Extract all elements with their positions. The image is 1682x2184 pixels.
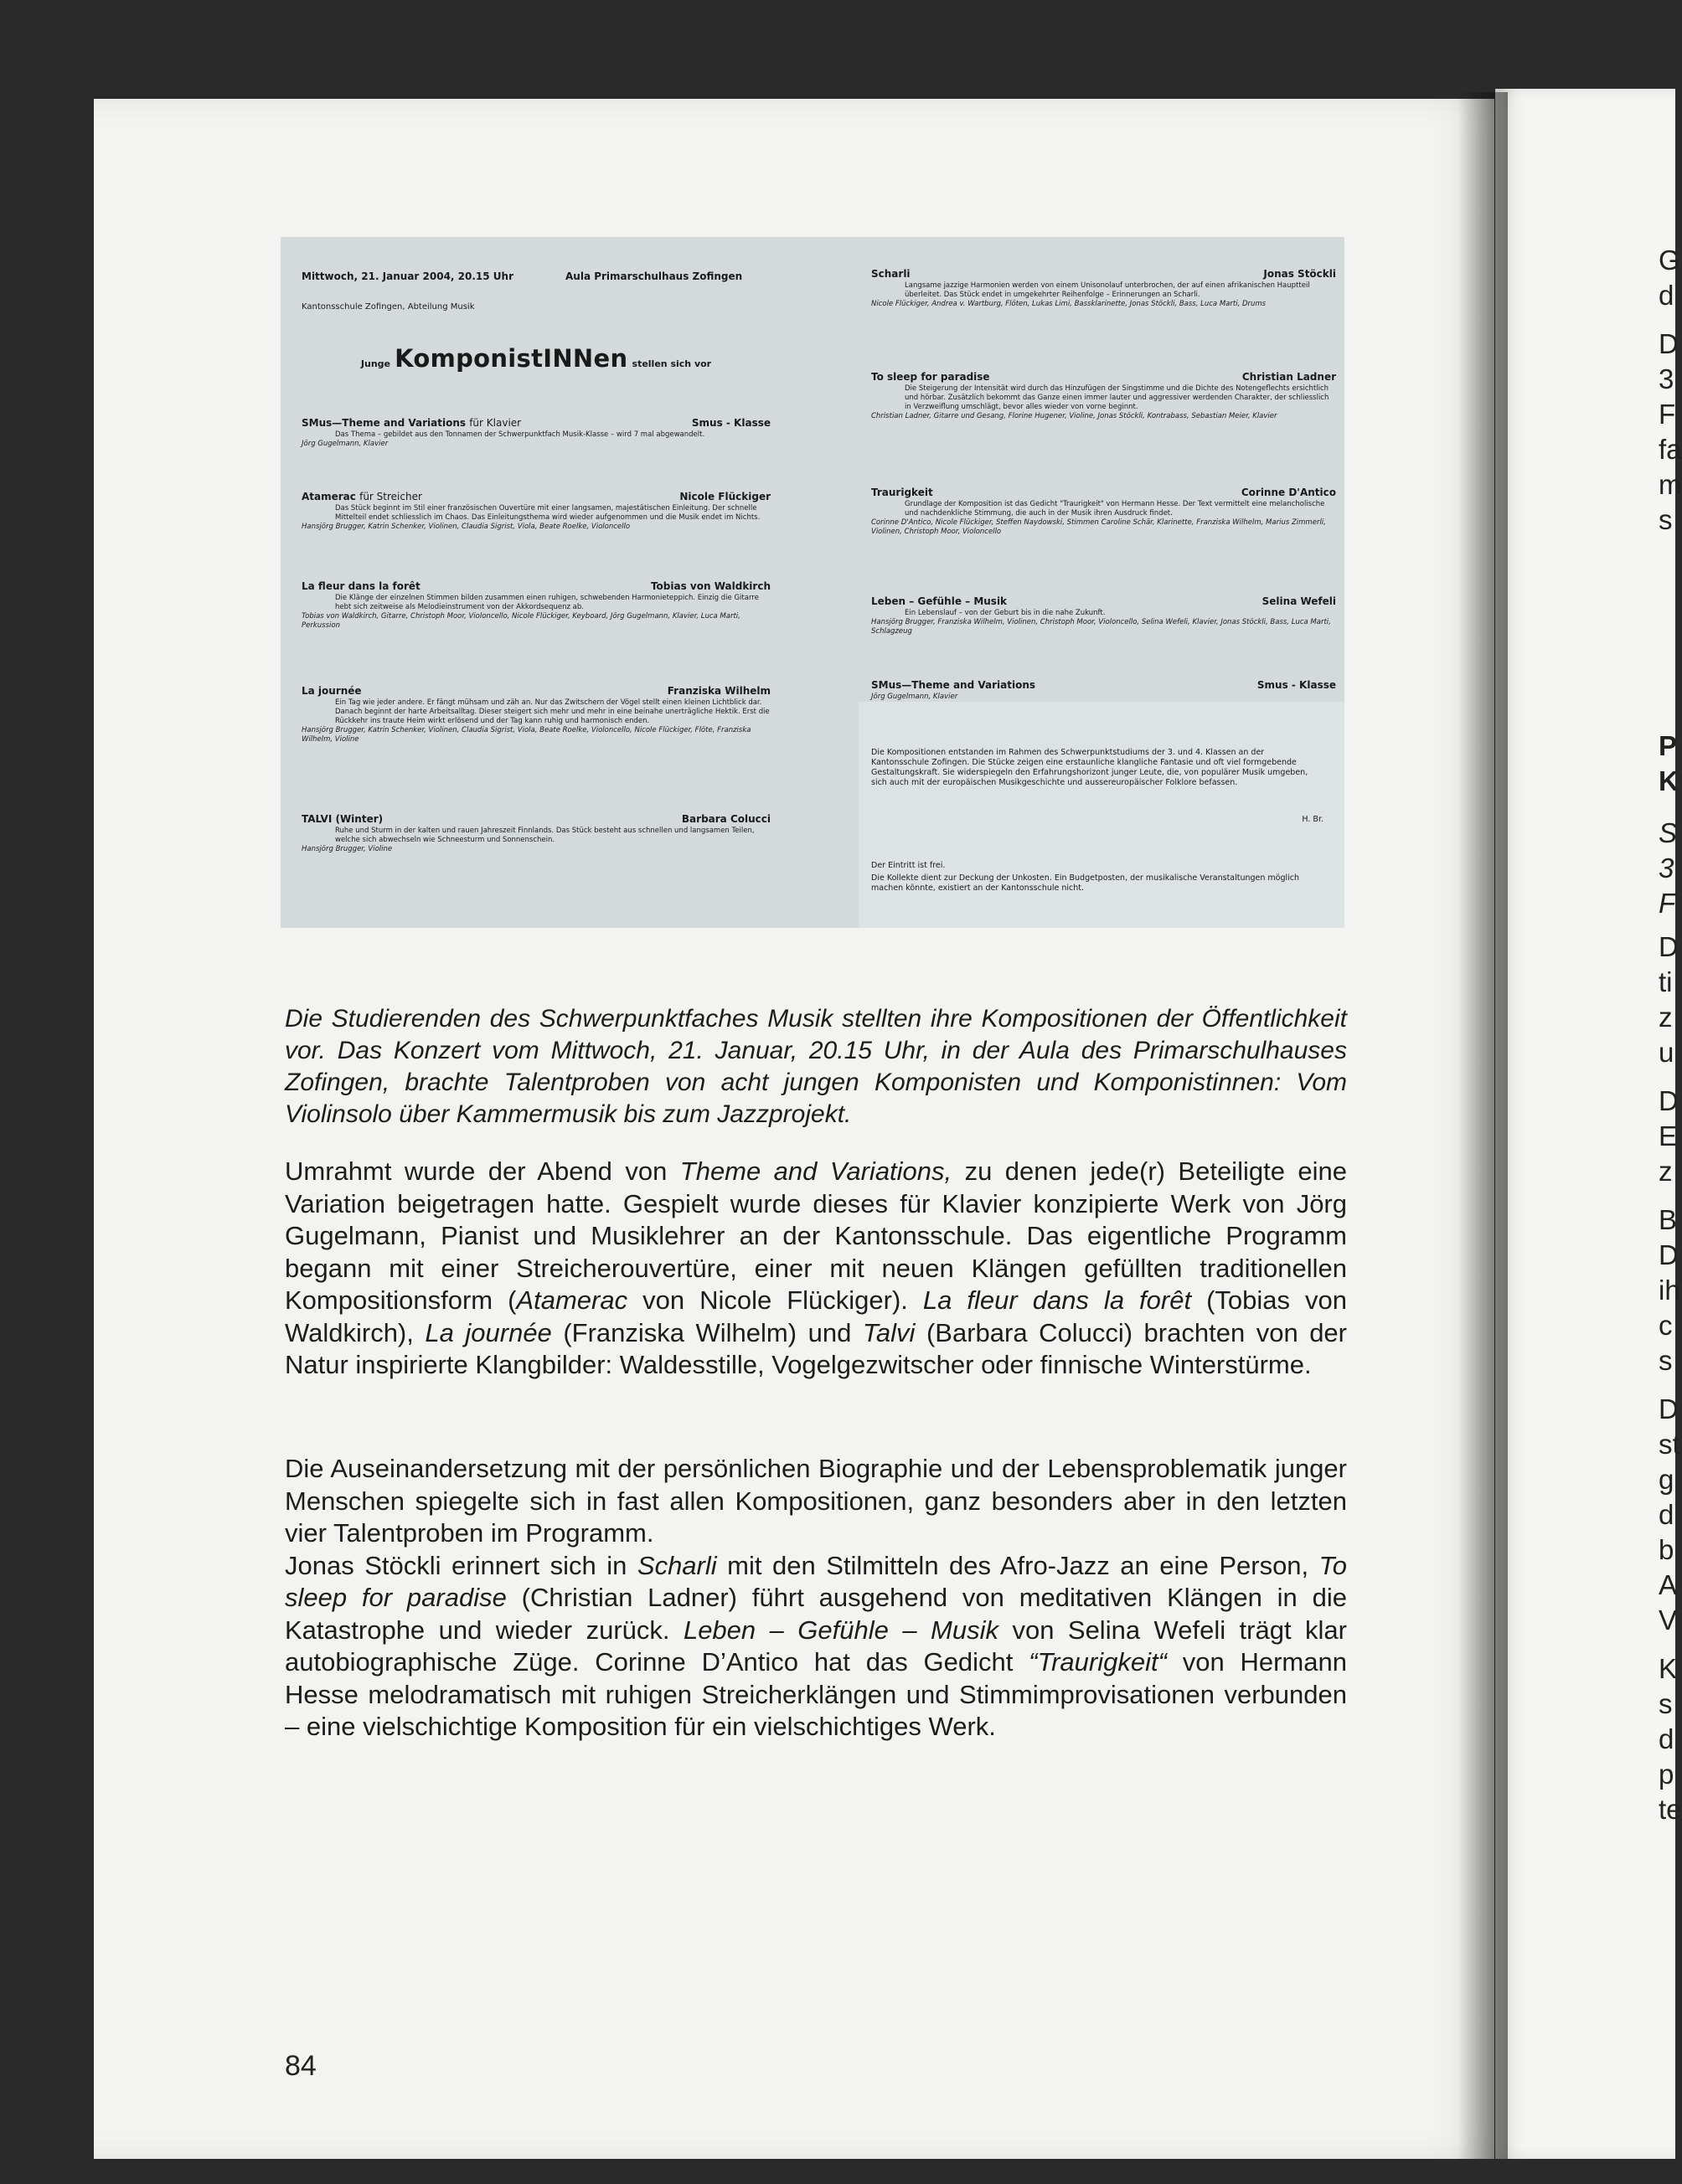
right-page-fragment: ih — [1659, 1275, 1680, 1306]
program-entry-title-text: Scharli — [871, 268, 911, 280]
right-page-fragment: s — [1659, 1345, 1673, 1376]
program-entry-title — [871, 487, 933, 498]
right-page-fragment: V — [1659, 1605, 1678, 1635]
right-page-fragment: ti — [1659, 966, 1673, 997]
program-entry-subtitle: für Klavier — [469, 417, 522, 429]
program-entry-title-text: Leben – Gefühle – Musik — [871, 595, 1008, 607]
program-entry-head — [302, 491, 771, 504]
program-entry-composer: Franziska Wilhelm — [667, 685, 771, 697]
right-page-fragment: u — [1659, 1037, 1674, 1068]
text-run: (Tobias von Waldkirch), — [285, 1285, 1348, 1347]
right-page-fragment: fa — [1659, 434, 1682, 465]
right-page-fragment: G — [1659, 245, 1680, 276]
right-page-fragment: c — [1659, 1310, 1673, 1341]
program-entry — [871, 487, 1336, 537]
work-title: To sleep for paradise — [285, 1550, 1347, 1612]
text-run: von Nicole Flückiger). — [627, 1285, 923, 1315]
program-entry — [871, 268, 1336, 309]
program-entry-description: Ein Tag wie jeder andere. Er fängt mühsam und zäh an. Nur das Zwitschern der Vögel stellt einen kleinen Lichtblick dar. Danach beginnt der harte Arbeitsalltag. Dieser steigert sich mehr und mehr in eine beinahe unerträgliche Hektik. Erst die Rückkehr ins traute Heim wirkt erlösend und der Tag kann ruhig und harmonisch enden. — [335, 698, 770, 725]
program-entry-performers: Hansjörg Brugger, Katrin Schenker, Violinen, Claudia Sigrist, Viola, Beate Roelke, Violoncello — [302, 523, 631, 531]
text-run: (Christian Ladner) führt ausgehend von meditativen Klängen in die Katastrophe und wieder zurück. — [285, 1583, 1347, 1645]
right-page-fragment: D — [1659, 328, 1679, 359]
right-page-fragment: d — [1659, 1499, 1674, 1530]
right-page-fragment: P — [1659, 730, 1678, 761]
program-entry-performers: Christian Ladner, Gitarre und Gesang, Florine Hugener, Violine, Jonas Stöckli, Kontrabass, Sebastian Meier, Klavier — [871, 412, 1277, 420]
program-entry-composer: Barbara Colucci — [681, 813, 771, 825]
program-entry-head — [302, 580, 771, 594]
program-entry-composer: Nicole Flückiger — [679, 491, 771, 502]
right-page-fragment: d — [1659, 280, 1674, 311]
right-page-fragment: S — [1659, 817, 1678, 848]
program-entry-performers: Hansjörg Brugger, Franziska Wilhelm, Violinen, Christoph Moor, Violoncello, Selina Wefeli, Klavier, Jonas Stöckli, Bass, Luca Marti, Schlagzeug — [871, 618, 1331, 636]
text-run: (Franziska Wilhelm) und — [551, 1317, 863, 1347]
right-page-fragment: K — [1659, 765, 1679, 796]
program-entry-description: Grundlage der Komposition ist das Gedicht "Traurigkeit" von Hermann Hesse. Der Text vermittelt eine melancholische und nachdenkliche Stimmung, die auch in der Musik ihren Ausdruck findet. — [905, 500, 1325, 518]
program-entry-title-text: SMus—Theme and Variations — [871, 679, 1036, 691]
program-entry-title — [871, 679, 1035, 691]
program-entry-head — [871, 268, 1336, 281]
right-page-fragment: F — [1659, 888, 1676, 919]
right-page-fragment: B — [1659, 1204, 1678, 1235]
program-entry — [302, 580, 771, 631]
program-entry-performers: Tobias von Waldkirch, Gitarre, Christoph Moor, Violoncello, Nicole Flückiger, Keyboard, Jörg Gugelmann, Klavier, Luca Marti, Perkussion — [302, 612, 740, 630]
program-note-signature: H. Br. — [1302, 815, 1323, 824]
program-entry-head — [871, 595, 1336, 609]
program-entry-title — [302, 813, 383, 825]
text-run: mit den Stilmitteln des Afro-Jazz an eine Person, — [716, 1550, 1319, 1580]
text-run: (Barbara Colucci) brachten von der Natur inspirierte Klangbilder: Waldesstille, Vogelgezwitscher oder finnische Winterstürme. — [285, 1317, 1347, 1379]
program-entry-head — [871, 371, 1336, 384]
program-date: Mittwoch, 21. Januar 2004, 20.15 Uhr — [302, 270, 514, 282]
program-entry-performers: Jörg Gugelmann, Klavier — [302, 440, 389, 448]
program-title-prefix: Junge — [360, 358, 390, 369]
program-entry-head — [302, 417, 771, 430]
program-collection-note: Die Kollekte dient zur Deckung der Unkosten. Ein Budgetposten, der musikalische Veranstaltungen möglich machen könnte, existiert an der Kantonsschule nicht. — [871, 873, 1300, 893]
program-entry-head — [302, 813, 771, 827]
right-page-fragment: F — [1659, 399, 1676, 430]
right-page-fragment: s — [1659, 1688, 1673, 1719]
program-entry-performers: Hansjörg Brugger, Violine — [302, 845, 393, 853]
right-page-fragment: D — [1659, 1393, 1679, 1424]
right-page-fragment: b — [1659, 1534, 1674, 1565]
program-entry-title-text: SMus—Theme and Variations — [302, 417, 467, 429]
program-entry-free: Der Eintritt ist frei. — [871, 861, 946, 870]
right-page-fragment: 3 — [1659, 363, 1674, 394]
right-page-fragment: z — [1659, 1156, 1673, 1187]
text-run: zu denen jede(r) Beteiligte eine Variation beigetragen hatte. Gespielt wurde dieses für Klavier konzipierte Werk von Jörg Gugelmann, Pianist und Musiklehrer an der Kantonsschule. Das eigentliche Programm begann mit einer Streicherouvertüre, einer mit neuen Klängen gefüllten traditionellen Kompositionsform ( — [285, 1156, 1347, 1315]
right-page-fragment: E — [1659, 1120, 1678, 1151]
program-entry-performers: Nicole Flückiger, Andrea v. Wartburg, Flöten, Lukas Limi, Bassklarinette, Jonas Stöckli, Bass, Luca Marti, Drums — [871, 300, 1267, 308]
program-entry — [302, 685, 771, 744]
work-title: Leben – Gefühle – Musik — [683, 1615, 998, 1645]
program-title-main: KomponistINNen — [395, 344, 628, 373]
program-entry-description: Die Steigerung der Intensität wird durch das Hinzufügen der Singstimme und die Dichte des Notengeflechts ersichtlich und hörbar. Zusätzlich bekommt das Ganze einen immer lauter und aggressiver werdenden Charakter, der schliesslich in Verzweiflung umschlägt, bevor alles wieder von vorne beginnt. — [905, 384, 1329, 411]
work-title: Talvi — [862, 1317, 916, 1347]
program-entry-performers: Jörg Gugelmann, Klavier — [871, 693, 958, 701]
program-entry — [302, 417, 771, 449]
program-entry-description: Das Stück beginnt im Stil einer französischen Ouvertüre mit einer langsamen, majestätischen Einleitung. Der schnelle Mittelteil endet schliesslich im Chaos. Das Einleitungsthema wird wieder aufgenommen und die Musik endet im Nichts. — [335, 504, 761, 522]
right-page-fragment: g — [1659, 1464, 1674, 1495]
program-entry-composer: Smus - Klasse — [1256, 679, 1336, 691]
program-entry — [871, 371, 1336, 421]
program-entry — [871, 679, 1336, 702]
right-page-fragment: 3 — [1659, 852, 1674, 883]
program-entry-composer: Tobias von Waldkirch — [650, 580, 771, 592]
right-page-fragment: z — [1659, 1002, 1673, 1033]
page-number: 84 — [285, 2050, 317, 2082]
right-page-fragment: D — [1659, 1085, 1679, 1116]
right-page-fragment: s — [1659, 504, 1673, 535]
program-title-suffix: stellen sich vor — [632, 358, 712, 369]
text-run: Umrahmt wurde der Abend von — [285, 1156, 680, 1186]
program-entry-description: Das Thema – gebildet aus den Tonnamen der Schwerpunktfach Musik-Klasse – wird 7 mal abgewandelt. — [335, 430, 705, 439]
program-entry-title-text: Atamerac — [302, 491, 356, 502]
right-page — [1495, 89, 1678, 2159]
right-page-fragment: d — [1659, 1723, 1674, 1754]
right-page-fragment: K — [1659, 1653, 1678, 1684]
work-title: La journée — [425, 1317, 552, 1347]
right-page-fragment: te — [1659, 1794, 1682, 1825]
work-title: Atamerac — [516, 1285, 628, 1315]
program-entry — [871, 595, 1336, 636]
program-entry-composer: Jonas Stöckli — [1263, 268, 1336, 280]
work-title: Scharli — [637, 1550, 717, 1580]
program-note: Die Kompositionen entstanden im Rahmen des Schwerpunktstudiums der 3. und 4. Klassen an der Kantonsschule Zofingen. Die Stücke zeigen eine erstaunliche klangliche Fantasie und oft viel formgebende Gestaltungskraft. Sie widerspiegeln den Erfahrungshorizont junger Leute, die, von populärer Musik umgeben, sich auch mit der europäischen Musikgeschichte und aussereuropäischer Folklore befassen. — [871, 748, 1308, 787]
photo-caption: Die Studierenden des Schwerpunktfaches Musik stellten ihre Kompositionen der Öffentlichkeit vor. Das Konzert vom Mittwoch, 21. Januar, 20.15 Uhr, in der Aula des Primarschulhauses Zofingen, brachte Talentproben von acht jungen Komponisten und Komponistinnen: Vom Violinsolo über Kammermusik bis zum Jazzprojekt. — [285, 1005, 1347, 1128]
program-entry-description: Ruhe und Sturm in der kalten und rauen Jahreszeit Finnlands. Das Stück besteht aus schnellen und langsamen Teilen, welche sich abwechseln wie Schneesturm und Sonnenschein. — [335, 827, 755, 844]
program-entry-title — [302, 580, 420, 592]
book-gutter — [1458, 92, 1508, 2159]
program-entry-head — [302, 685, 771, 698]
work-title: Theme and Variations, — [679, 1156, 952, 1186]
program-school: Kantonsschule Zofingen, Abteilung Musik — [302, 302, 475, 312]
program-entry-performers: Hansjörg Brugger, Katrin Schenker, Violinen, Claudia Sigrist, Viola, Beate Roelke, Violoncello, Nicole Flückiger, Flöte, Franziska Wilhelm, Violine — [302, 726, 751, 744]
program-entry-title — [302, 491, 422, 502]
program-entry-subtitle: für Streicher — [359, 491, 422, 502]
program-venue: Aula Primarschulhaus Zofingen — [565, 270, 743, 282]
right-page-fragment: m — [1659, 469, 1682, 500]
program-entry-title-text: La fleur dans la forêt — [302, 580, 420, 592]
program-entry-title-text: TALVI (Winter) — [302, 813, 384, 825]
body-paragraph-1 — [285, 1156, 1347, 1382]
program-entry-title — [871, 595, 1007, 607]
right-page-fragment: D — [1659, 931, 1679, 962]
program-entry-title — [871, 268, 911, 280]
right-page-fragment: D — [1659, 1239, 1679, 1270]
program-entry-description: Langsame jazzige Harmonien werden von einem Unisonolauf unterbrochen, der auf einen afrikanischen Hauptteil überleitet. Das Stück endet in umgekehrter Reihenfolge – Erinnerungen an Scharli. — [905, 281, 1310, 299]
program-entry-composer: Christian Ladner — [1241, 371, 1336, 383]
concert-program-image — [281, 237, 1344, 928]
text-run: Die Auseinandersetzung mit der persönlichen Biographie und der Lebensproblematik junger Menschen spiegelte sich in fast allen Kompositionen, ganz besonders aber in den letzten vier Talentproben im Programm. — [285, 1454, 1347, 1548]
program-entry-composer: Selina Wefeli — [1262, 595, 1336, 607]
body-paragraph-2 — [285, 1453, 1347, 1744]
program-entry-title — [302, 417, 521, 429]
right-page-fragment: A — [1659, 1569, 1678, 1600]
program-entry-title — [302, 685, 362, 697]
program-entry-head — [871, 679, 1336, 693]
program-entry-title-text: La journée — [302, 685, 362, 697]
program-title — [302, 344, 771, 373]
text-run: Jonas Stöckli erinnert sich in — [285, 1550, 637, 1580]
program-entry-title-text: Traurigkeit — [871, 487, 933, 498]
text-run: von Selina Wefeli trägt klar autobiographische Züge. Corinne D’Antico hat das Gedicht — [285, 1615, 1347, 1677]
program-entry-composer: Smus - Klasse — [691, 417, 771, 429]
program-entry-title-text: To sleep for paradise — [871, 371, 990, 383]
program-entry-description: Ein Lebenslauf – von der Geburt bis in die nahe Zukunft. — [905, 609, 1106, 617]
text-run: von Hermann Hesse melodramatisch mit ruhigen Streicherklängen und Stimmimprovisationen verbunden – eine vielschichtige Komposition für ein vielschichtiges Werk. — [285, 1647, 1347, 1741]
program-entry-performers: Corinne D'Antico, Nicole Flückiger, Steffen Naydowski, Stimmen Caroline Schär, Klarinette, Franziska Wilhelm, Marius Zimmerli, Violinen, Christoph Moor, Violoncello — [871, 518, 1326, 536]
work-title: La fleur dans la forêt — [922, 1285, 1192, 1315]
program-entry-composer: Corinne D'Antico — [1241, 487, 1336, 498]
right-page-fragment: st — [1659, 1429, 1680, 1460]
program-entry-description: Die Klänge der einzelnen Stimmen bilden zusammen einen ruhigen, schwebenden Harmonieteppich. Einzig die Gitarre hebt sich zeitweise als Melodieinstrument von der Akkordsequenz ab. — [335, 594, 759, 611]
program-entry-title — [871, 371, 990, 383]
work-title: “Traurigkeit“ — [1029, 1647, 1167, 1677]
program-entry — [302, 491, 771, 532]
right-page-fragment: p — [1659, 1759, 1674, 1790]
program-entry — [302, 813, 771, 854]
program-entry-head — [871, 487, 1336, 500]
